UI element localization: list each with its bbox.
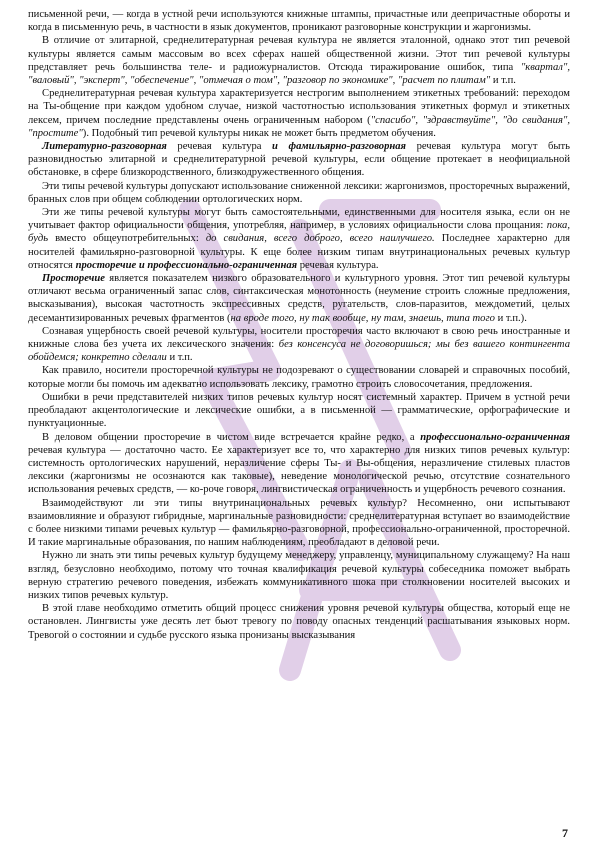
text-run: письменной речи, — когда в устной речи используются книжные штампы, причастные или деепричастные обороты и когда в письменную речь, в частности в язык документов, проникают разговорные конструкции и жаргонизмы. <box>28 9 570 34</box>
text-run: В отличие от элитарной, среднелитературная речевая культура не является эталонной, однако этот тип речевой культуры является самым массовым во всех сферах нашей общественной жизни. Этот тип речевой культуры представляет речь большинства теле- и радиожурналистов. Отсюда тиражирование ошибок, типа <box>28 35 570 73</box>
body-paragraph <box>28 34 570 87</box>
document-page <box>28 8 570 642</box>
emphasized-term: профессионально-ограниченная <box>420 431 570 443</box>
text-run: и т.п. <box>166 352 193 364</box>
body-paragraph <box>28 431 570 497</box>
body-paragraph <box>28 8 570 34</box>
text-run: вместо общеупотребительных: <box>48 233 206 245</box>
italic-run: "спасибо", "здравствуйте", "до свидания", "простите" <box>28 114 570 139</box>
body-paragraph <box>28 364 570 390</box>
text-run: и т.п. <box>490 75 516 87</box>
text-run: Эти же типы речевой культуры могут быть самостоятельными, единственными для носителя языка, если он не учитывает фактор официальности общения, употребляя, например, в условиях официальности слова прощания: <box>28 207 570 232</box>
text-run: и т.п.). <box>494 312 527 324</box>
italic-run: без консенсуса не договоришься; мы без вашего контингента обойдемся; конкретно сделали <box>28 339 570 364</box>
body-paragraph <box>28 206 570 272</box>
italic-run: на вроде того, ну так вообще, ну там, знаешь, типа того <box>230 312 495 324</box>
body-paragraph <box>28 325 570 365</box>
italic-run: пока, будь <box>28 220 570 245</box>
text-run: речевая культура — достаточно часто. Ее характеризует все то, что характерно для низких типов речевых культур: системность ортологических нарушений, неразличение сферы Ты- и Вы-общения, неразличение стилевых пластов лексики (жаргонизмы не осознаются как таковые), неведение монологической речью, отсутствие сознательного использования речевых средств, — ко-роче говоря, лингвистическая ограниченность и ущербность речевого сознания. <box>28 444 570 496</box>
text-run: Нужно ли знать эти типы речевых культур будущему менеджеру, управленцу, муниципальному служащему? На наш взгляд, безусловно необходимо, потому что точная квалификация речевой культуры собеседника поможет выбрать верную стратегию речевого поведения, избежать коммуникативного шока при столкновении носителей высоких и низких типов речевых культур. <box>28 550 570 601</box>
text-run: Как правило, носители просторечной культуры не подозревают о существовании словарей и справочных пособий, которые могли бы помочь им адекватно использовать лексику, грамотно строить словосочетания, предложения. <box>28 365 570 390</box>
text-run: речевая культура <box>166 141 273 153</box>
body-paragraph <box>28 497 570 550</box>
emphasized-term: просторечие и профессионально-ограниченная <box>75 259 298 271</box>
text-run: ). Подобный тип речевой культуры никак не может быть предметом обучения. <box>82 127 436 139</box>
text-run: В этой главе необходимо отметить общий процесс снижения уровня речевой культуры общества, который еще не остановлен. Лингвисты уже десять лет бьют тревогу по поводу опасных тенденций расшатывания языковых норм. Тревогой о состоянии и судьбе русского языка пронизаны высказывания <box>28 603 570 641</box>
text-run: В деловом общении просторечие в чистом виде встречается крайне редко, а <box>42 431 421 443</box>
text-run: Среднелитературная речевая культура характеризуется нестрогим выполнением этикетных требований: переходом на Ты-общение при каждом удобном случае, низкой частотностью использования этикетных формул и этикетных лексем, причем последние представлены очень ограниченным набором ( <box>28 88 570 126</box>
text-run: Последнее характерно для носителей фамильярно-разговорной культуры. К еще более низким типам внутринациональных речевых культур относятся <box>28 233 570 271</box>
italic-run: до свидания, всего доброго, всего наилучшего. <box>205 233 435 245</box>
body-paragraph <box>28 391 570 431</box>
text-run: Эти типы речевой культуры допускают использование сниженной лексики: жаргонизмов, просторечных выражений, бранных слов при общем соблюдении ортологических норм. <box>28 180 570 205</box>
emphasized-term: Литературно-разговорная <box>42 141 167 153</box>
body-paragraph <box>28 549 570 602</box>
text-run: является показателем низкого образовательного и культурного уровня. Этот тип речевой культуры отличают весьма ограниченный запас слов, синтаксическая монотонность (неумение строить сложные предложения, высказывания), высокая частотность экспрессивных средств, ругательств, слов-паразитов, междометий, целых десемантизированных речевых фрагментов ( <box>28 273 570 324</box>
text-run: речевая культура могут быть разновидностью элитарной и среднелитературной речевой культуры, если общение протекает в неофициальной обстановке, в сфере близкородственного, близкодружественного общения. <box>28 141 570 179</box>
body-paragraph <box>28 272 570 325</box>
text-run: речевая культура. <box>297 259 379 271</box>
text-run: Ошибки в речи представителей низких типов речевых культур носят системный характер. Причем в устной речи преобладают акцентологические и лексические ошибки, а в письменной — грамматические, орфографические и пунктуационные. <box>28 391 570 430</box>
page-number: 7 <box>562 826 568 840</box>
body-paragraph <box>28 602 570 642</box>
body-paragraph <box>28 180 570 206</box>
emphasized-term: Просторечие <box>42 273 105 285</box>
text-run: Сознавая ущербность своей речевой культуры, носители просторечия часто включают в свою речь иностранные и книжные слова без учета их лексического значения: <box>28 325 570 351</box>
text-run: Взаимодействуют ли эти типы внутринациональных речевых культур? Несомненно, они испытывают взаимовлияние и образуют гибридные, маргинальные разновидности: среднелитературная вступает во взаимодействие с более низкими типами речевых культур — фамильярно-разговорной, профессионально-ограниченной, просторечной. И такие маргинальные образования, по нашим наблюдениям, преобладают в деловой речи. <box>28 497 570 549</box>
emphasized-term: и фамильярно-разговорная <box>272 141 407 153</box>
italic-run: "квартал", "валовый", "эксперт", "обеспечение", "отмечая о том", "разговор по экономике", "расчет по плитам" <box>28 61 570 87</box>
body-paragraph <box>28 87 570 140</box>
body-paragraph <box>28 140 570 180</box>
